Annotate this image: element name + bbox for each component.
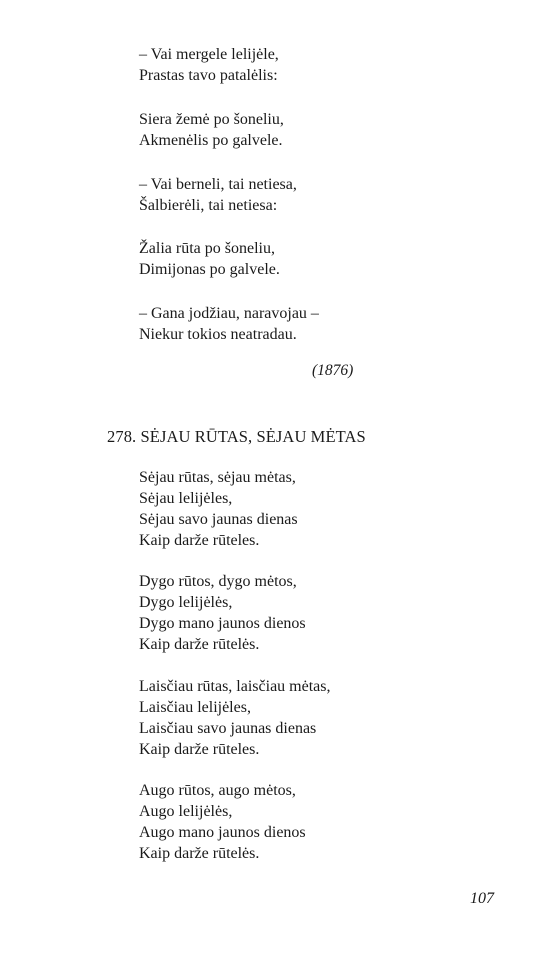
poem-line: Akmenėlis po galvele. (139, 132, 283, 149)
song-line: Dygo mano jaunos dienos (139, 615, 306, 632)
poem-line: Žalia rūta po šoneliu, (139, 240, 275, 257)
song-line: Augo mano jaunos dienos (139, 824, 306, 841)
poem-line: Prastas tavo patalėlis: (139, 67, 278, 84)
song-line: Kaip darže rūteles. (139, 741, 260, 758)
song-line: Sėjau rūtas, sėjau mėtas, (139, 469, 296, 486)
poem-date: (1876) (312, 362, 354, 379)
poem-line: Siera žemė po šoneliu, (139, 111, 284, 128)
song-line: Augo lelijėlės, (139, 803, 233, 820)
poem-line: – Vai berneli, tai netiesa, (139, 176, 297, 193)
poem-line: – Gana jodžiau, naravojau – (139, 305, 319, 322)
song-line: Laisčiau savo jaunas dienas (139, 720, 317, 737)
song-line: Kaip darže rūtelės. (139, 636, 260, 653)
poem-line: Šalbierėli, tai netiesa: (139, 197, 278, 214)
page-number: 107 (470, 890, 494, 907)
song-title: 278. SĖJAU RŪTAS, SĖJAU MĖTAS (107, 427, 366, 446)
poem-line: Dimijonas po galvele. (139, 261, 280, 278)
song-line: Augo rūtos, augo mėtos, (139, 782, 296, 799)
song-line: Laisčiau lelijėles, (139, 699, 251, 716)
song-line: Kaip darže rūteles. (139, 532, 260, 549)
song-line: Sėjau savo jaunas dienas (139, 511, 298, 528)
song-line: Dygo lelijėlės, (139, 594, 233, 611)
poem-line: Niekur tokios neatradau. (139, 326, 297, 343)
song-line: Dygo rūtos, dygo mėtos, (139, 573, 297, 590)
song-line: Kaip darže rūtelės. (139, 845, 260, 862)
song-line: Sėjau lelijėles, (139, 490, 233, 507)
song-line: Laisčiau rūtas, laisčiau mėtas, (139, 678, 331, 695)
poem-line: – Vai mergele lelijėle, (139, 46, 279, 63)
